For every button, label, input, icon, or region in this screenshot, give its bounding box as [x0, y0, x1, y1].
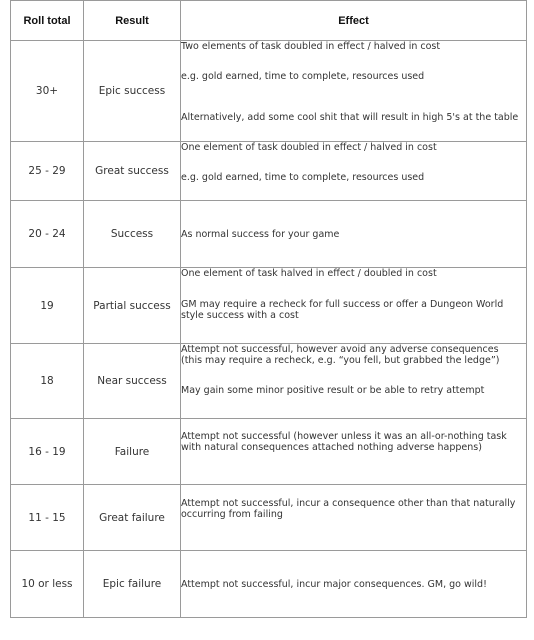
header-row [11, 1, 527, 41]
effect-text: Alternatively, add some cool shit that will result in high 5's at the table [181, 112, 519, 123]
roll-cell: 20 - 24 [11, 201, 84, 268]
effect-text: Attempt not successful (however unless it was an all-or-nothing task with natural consequences attached nothing adverse happens) [181, 431, 507, 453]
roll-cell: 25 - 29 [11, 142, 84, 201]
table-row [11, 551, 527, 618]
header-result: Result [84, 1, 181, 41]
table-row [11, 344, 527, 419]
effect-text: e.g. gold earned, time to complete, resources used [181, 172, 425, 183]
roll-cell: 19 [11, 268, 84, 344]
roll-cell: 16 - 19 [11, 419, 84, 485]
roll-cell: 30+ [11, 41, 84, 142]
table-row [11, 41, 527, 142]
effect-cell [181, 419, 527, 485]
effect-cell [181, 41, 527, 142]
result-cell: Epic failure [84, 551, 181, 618]
result-cell: Epic success [84, 41, 181, 142]
header-effect: Effect [181, 1, 527, 41]
result-cell: Great failure [84, 485, 181, 551]
effect-cell [181, 201, 527, 268]
effect-text: e.g. gold earned, time to complete, resources used [181, 71, 425, 82]
effect-text: One element of task halved in effect / doubled in cost [181, 268, 437, 279]
table-row [11, 485, 527, 551]
effect-text: One element of task doubled in effect / halved in cost [181, 142, 437, 153]
table-row [11, 268, 527, 344]
effect-cell [181, 142, 527, 201]
effect-text: Attempt not successful, incur major consequences. GM, go wild! [181, 578, 487, 590]
roll-cell: 10 or less [11, 551, 84, 618]
effect-cell [181, 268, 527, 344]
result-cell: Great success [84, 142, 181, 201]
roll-cell: 11 - 15 [11, 485, 84, 551]
header-roll-total: Roll total [11, 1, 84, 41]
effect-cell [181, 551, 527, 618]
effect-text: Attempt not successful, however avoid any adverse consequences (this may require a recheck, e.g. “you fell, but grabbed the ledge”) [181, 344, 500, 366]
table-row [11, 201, 527, 268]
effect-cell [181, 344, 527, 419]
result-cell: Near success [84, 344, 181, 419]
effect-text: GM may require a recheck for full success or offer a Dungeon World style success with a cost [181, 299, 504, 321]
effect-text: Two elements of task doubled in effect / halved in cost [181, 41, 441, 52]
table-row [11, 419, 527, 485]
roll-cell: 18 [11, 344, 84, 419]
result-cell: Partial success [84, 268, 181, 344]
result-cell: Failure [84, 419, 181, 485]
result-cell: Success [84, 201, 181, 268]
effect-cell [181, 485, 527, 551]
roll-results-table [10, 0, 527, 618]
effect-text: May gain some minor positive result or be able to retry attempt [181, 385, 485, 396]
table-row [11, 142, 527, 201]
effect-text: Attempt not successful, incur a consequence other than that naturally occurring from failing [181, 498, 516, 520]
effect-text: As normal success for your game [181, 228, 340, 240]
